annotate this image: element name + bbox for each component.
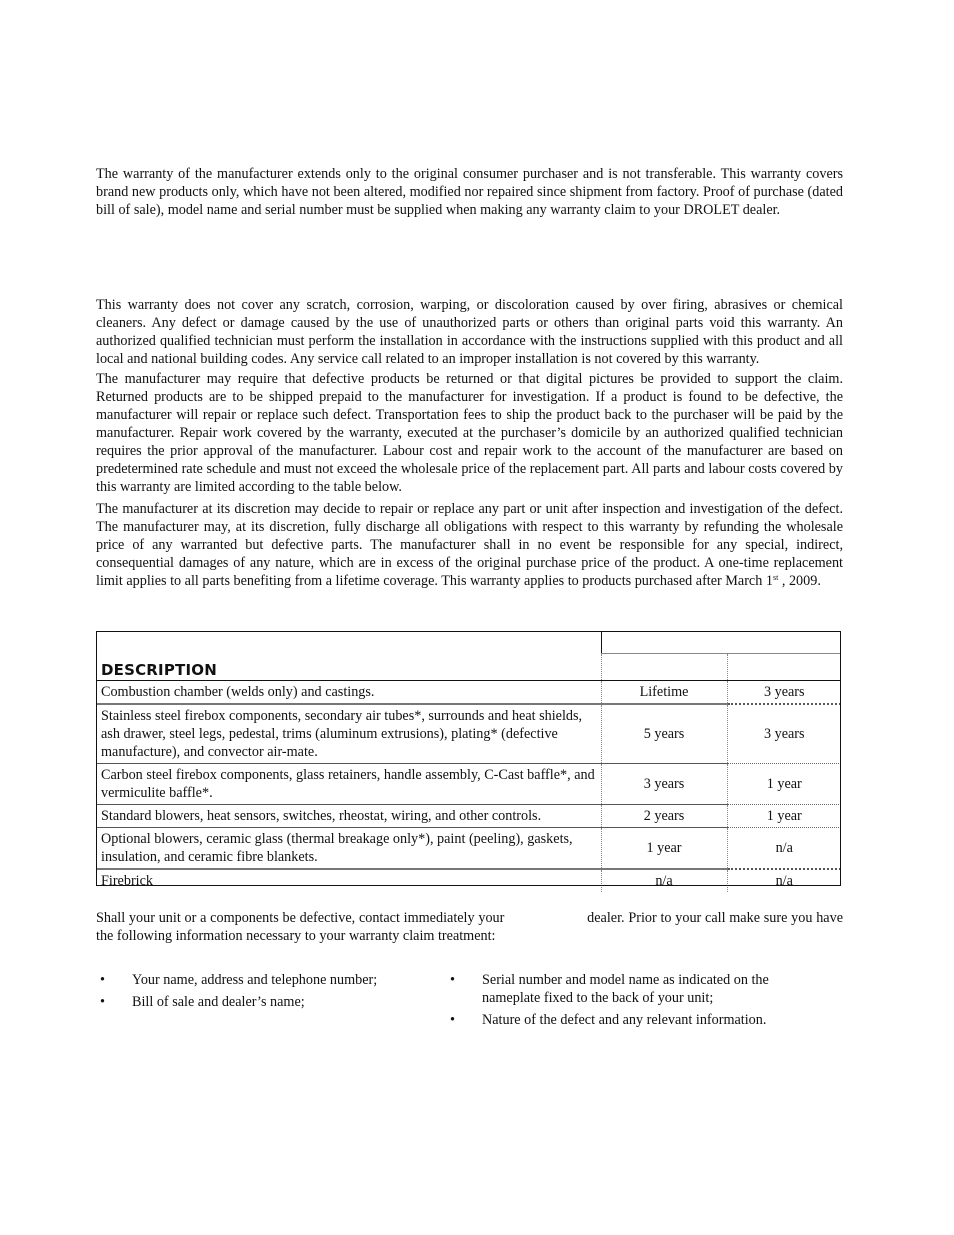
claim-info-list-left xyxy=(96,971,426,1015)
row-description: Firebrick xyxy=(101,873,154,889)
discretion-paragraph xyxy=(96,500,843,590)
list-item-text: Bill of sale and dealer’s name; xyxy=(132,994,305,1010)
table-row xyxy=(96,869,841,892)
table-row xyxy=(96,828,841,870)
bullet-icon: • xyxy=(450,972,455,988)
list-item-text: Serial number and model name as indicated on the nameplate fixed to the back of your unit; xyxy=(482,972,769,1006)
discretion-text: The manufacturer at its discretion may decide to repair or replace any part or unit after inspection and investigation of the defect. The manufacturer may, at its discretion, fully discharge all obligations with respect to this warranty by refunding the wholesale price of any warranted but defective parts. The manufacturer shall in no event be responsible for any special, indirect, consequential damages of any nature, which are in excess of the original purchase price of the product. A one-time replacement limit applies to all parts benefiting from a lifetime coverage. This warranty applies to products purchased after March 1 xyxy=(96,501,843,589)
table-row xyxy=(96,764,841,805)
coverage-group-header xyxy=(601,631,841,654)
description-column-header: DESCRIPTION xyxy=(96,631,601,681)
row-parts-coverage: 2 years xyxy=(601,805,727,828)
row-labour-coverage: 3 years xyxy=(727,704,841,764)
list-item xyxy=(446,971,816,1007)
row-description: Stainless steel firebox components, secondary air tubes*, surrounds and heat shields, ash drawer, steel legs, pedestal, trims (aluminum extrusions), plating* (defective manufacture), and convector air-mate. xyxy=(96,704,601,764)
list-item-text: Nature of the defect and any relevant information. xyxy=(482,1012,767,1028)
list-item-text: Your name, address and telephone number; xyxy=(132,972,378,988)
row-labour-coverage: 3 years xyxy=(727,681,841,705)
list-item xyxy=(446,1011,816,1029)
list-item xyxy=(96,971,426,989)
row-parts-coverage: 1 year xyxy=(601,828,727,870)
labour-column-header xyxy=(727,654,841,681)
list-item xyxy=(96,993,426,1011)
table-row xyxy=(96,805,841,828)
row-labour-coverage: 1 year xyxy=(727,764,841,805)
row-parts-coverage: 3 years xyxy=(601,764,727,805)
claim-intro-paragraph: Shall your unit or a components be defective, contact immediately your dealer. Prior to your call make sure you have the following information necessary to your warranty claim treatment: xyxy=(96,910,847,944)
table-row xyxy=(96,681,841,705)
discretion-date-end: , 2009. xyxy=(778,573,821,589)
row-parts-coverage: Lifetime xyxy=(601,681,727,705)
row-description: Optional blowers, ceramic glass (thermal breakage only*), paint (peeling), gaskets, insulation, and ceramic fibre blankets. xyxy=(96,828,601,870)
row-description: Carbon steel firebox components, glass retainers, handle assembly, C-Cast baffle*, and vermiculite baffle*. xyxy=(96,764,601,805)
row-description: Standard blowers, heat sensors, switches, rheostat, wiring, and other controls. xyxy=(96,805,601,828)
row-labour-coverage: 1 year xyxy=(727,805,841,828)
row-labour-coverage: n/a xyxy=(727,828,841,870)
ordinal-suffix: st xyxy=(772,573,779,582)
bullet-icon: • xyxy=(100,972,105,988)
table-row xyxy=(96,704,841,764)
exclusions-paragraph: This warranty does not cover any scratch, corrosion, warping, or discoloration caused by over firing, abrasives or chemical cleaners. Any defect or damage caused by the use of unauthorized parts or others than original parts void this warranty. An authorized qualified technician must perform the installation in accordance with the instructions supplied with this product and all local and national building codes. Any service call related to an improper installation is not covered by this warranty. xyxy=(96,297,843,367)
parts-column-header xyxy=(601,654,727,681)
bullet-icon: • xyxy=(100,994,105,1010)
row-description: Combustion chamber (welds only) and castings. xyxy=(96,681,601,705)
returns-paragraph: The manufacturer may require that defective products be returned or that digital pictures be provided to support the claim. Returned products are to be shipped prepaid to the manufacturer for investigation. If a product is found to be defective, the manufacturer will repair or replace such defect. Transportation fees to ship the product back to the purchaser will be paid by the manufacturer. Repair work covered by the warranty, executed at the purchaser’s domicile by an authorized qualified technician requires the prior approval of the manufacturer. Labour cost and repair work to the account of the manufacturer are based on predetermined rate schedule and must not exceed the wholesale price of the replacement part. All parts and labour costs covered by this warranty are limited according to the table below. xyxy=(96,371,843,495)
row-parts-coverage: n/a xyxy=(601,869,727,892)
row-labour-coverage: n/a xyxy=(727,869,841,892)
table-header-top-row xyxy=(96,631,841,654)
row-parts-coverage: 5 years xyxy=(601,704,727,764)
bullet-icon: • xyxy=(450,1012,455,1028)
transferability-paragraph: The warranty of the manufacturer extends only to the original consumer purchaser and is not transferable. This warranty covers brand new products only, which have not been altered, modified nor repaired since shipment from factory. Proof of purchase (dated bill of sale), model name and serial number must be supplied when making any warranty claim to your DROLET dealer. xyxy=(96,166,843,218)
claim-info-list-right xyxy=(446,971,816,1033)
warranty-coverage-table xyxy=(96,631,841,892)
